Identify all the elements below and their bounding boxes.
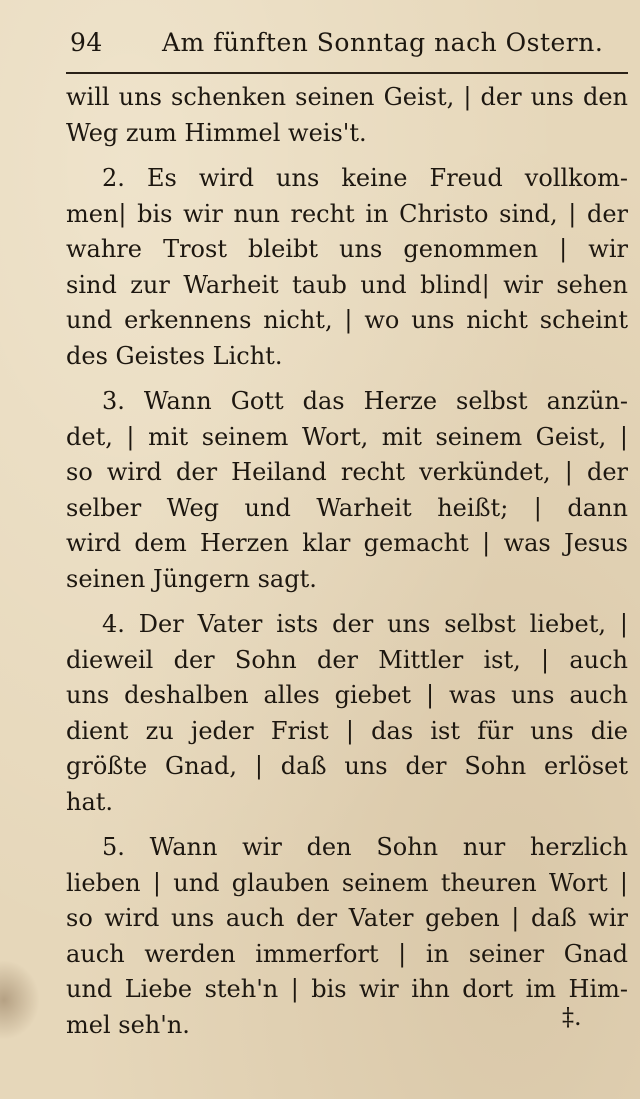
stanza-line: will uns schenken seinen Geist, | der uns den [66, 83, 628, 111]
stanza-line: men| bis wir nun recht in Christo sind, | der [66, 199, 628, 228]
stanza-line: selber Weg und Warheit heißt; | dann [66, 493, 628, 522]
stanza-line: 3. Wann Gott das Herze selbst anzün- [102, 387, 628, 415]
end-ornament: ‡. [562, 1003, 582, 1031]
stanza-line: dient zu jeder Frist | das ist für uns die [66, 716, 628, 745]
stanza-line: 2. Es wird uns keine Freud vollkom- [102, 164, 628, 192]
header-rule [66, 72, 628, 74]
stanza-line: 5. Wann wir den Sohn nur herzlich [102, 833, 628, 861]
stanza-line: wahre Trost bleibt uns genommen | wir [66, 235, 628, 263]
page-number: 94 [70, 28, 103, 57]
stanza-line: det, | mit seinem Wort, mit seinem Geist, | [66, 422, 628, 451]
hymn-text [66, 80, 628, 1043]
stanza-3 [66, 384, 628, 597]
stanza-line: seinen Jüngern sagt. [66, 564, 317, 593]
stanza-line: so wird der Heiland recht verkündet, | der [66, 458, 628, 486]
running-title: Am fünften Sonntag nach Ostern. [162, 28, 604, 57]
stanza-line: hat. [66, 787, 114, 816]
stanza-line: und erkennens nicht, | wo uns nicht scheint [66, 306, 628, 334]
stanza-line: mel seh'n. [66, 1010, 190, 1039]
stanza-5 [66, 830, 628, 1043]
stanza-line: und Liebe steh'n | bis wir ihn dort im Him- [66, 975, 628, 1003]
page-stain [0, 960, 40, 1040]
stanza-line: größte Gnad, | daß uns der Sohn erlöset [66, 752, 628, 780]
stanza-1 [66, 80, 628, 151]
stanza-line: uns deshalben alles giebet | was uns auch [66, 681, 628, 709]
stanza-line: 4. Der Vater ists der uns selbst liebet, | [102, 610, 628, 638]
stanza-4 [66, 607, 628, 820]
stanza-line: dieweil der Sohn der Mittler ist, | auch [66, 645, 628, 674]
stanza-line: wird dem Herzen klar gemacht | was Jesus [66, 529, 628, 557]
stanza-line: des Geistes Licht. [66, 341, 283, 370]
stanza-line: so wird uns auch der Vater geben | daß wir [66, 904, 628, 932]
stanza-line: Weg zum Himmel weis't. [66, 118, 367, 147]
stanza-line: auch werden immerfort | in seiner Gnad [66, 939, 628, 968]
page-header [70, 28, 630, 64]
stanza-2 [66, 161, 628, 374]
stanza-line: lieben | und glauben seinem theuren Wort | [66, 868, 628, 897]
stanza-line: sind zur Warheit taub und blind| wir sehen [66, 270, 628, 299]
